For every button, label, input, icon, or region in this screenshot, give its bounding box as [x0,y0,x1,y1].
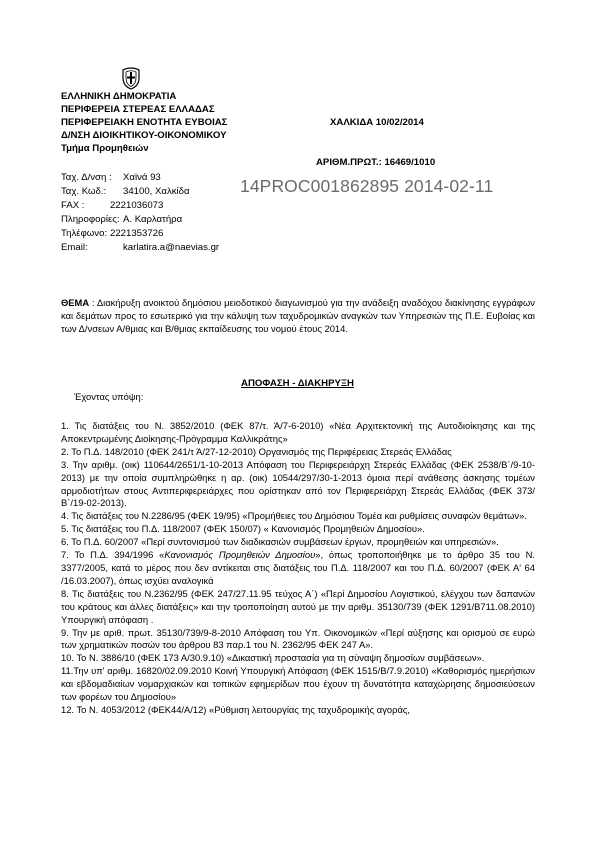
contact-label: Ταχ. Δ/νση : [61,172,112,183]
contact-row [61,228,164,239]
protocol-number: ΑΡΙΘΜ.ΠΡΩΤ.: 16469/1010 [316,157,436,168]
having-in-view: Έχοντας υπόψη: [74,391,144,402]
place-date: ΧΑΛΚΙΔΑ 10/02/2014 [330,117,424,128]
list-item: 10. Το Ν. 3886/10 (ΦΕΚ 173 Α/30.9.10) «Δικαστική προστασία για τη σύναψη δημοσίων συμβάσεων». [61,652,485,664]
contact-row [61,200,164,211]
contact-label: Τηλέφωνο: [61,228,108,239]
contact-row [61,214,183,225]
list-item: 9. Την με αριθ. πρωτ. 35130/739/9-8-2010 Απόφαση του Υπ. Οικονομικών «Περί αύξησης και ορισμού σε ευρώ των χρηματικών ποσών του άρθρου 83 παρ.1 του Ν. 2362/95 ΦΕΚ 247 Α». [61,626,535,651]
list-item: 7. Το Π.Δ. 394/1996 «Κανονισμός Προμηθειών Δημοσίου», όπως τροποποιήθηκε με το άρθρο 35 του Ν. 3377/2005, κατά το μέρος που δεν αντίκειται στις διατάξεις του Π.Δ. 118/2007 και του Π.Δ. 60/2007 (ΦΕΚ Α' 64 /16.03.2007), όπως ισχύει αναλογικά [61,549,535,586]
header-line: Τμήμα Προμηθειών [61,143,149,154]
header-line: ΠΕΡΙΦΕΡΕΙΑΚΗ ΕΝΟΤΗΤΑ ΕΥΒΟΙΑΣ [61,117,228,128]
contact-email-link[interactable]: karlatira.a@naevias.gr [123,242,220,253]
list-item: 12. Το Ν. 4053/2012 (ΦΕΚ44/Α/12) «Ρύθμιση λειτουργίας της ταχυδρομικής αγοράς, [61,703,410,715]
decision-title: ΑΠΟΦΑΣΗ - ΔΙΑΚΗΡΥΞΗ [241,378,354,389]
subject-label: ΘΕΜΑ [61,297,90,308]
subject-paragraph [61,296,535,336]
header-line: ΕΛΛΗΝΙΚΗ ΔΗΜΟΚΡΑΤΙΑ [61,91,177,102]
list-item: 2. Το Π.Δ. 148/2010 (ΦΕΚ 241/τ Ά/27-12-2010) Οργανισμός της Περιφέρειας Στερεάς Ελλάδας [61,445,452,457]
header-line: ΠΕΡΙΦΕΡΕΙΑ ΣΤΕΡΕΑΣ ΕΛΛΑΔΑΣ [61,104,215,115]
contact-label: FAX : [61,200,85,211]
contact-value: Α. Καρλατήρα [123,214,183,225]
list-item: 4. Τις διατάξεις του Ν.2286/95 (ΦΕΚ 19/95) «Προμήθειες του Δημόσιου Τομέα και ρυθμίσεις συναφών θεμάτων». [61,510,527,522]
list-item: 5. Τις διατάξεις του Π.Δ. 118/2007 (ΦΕΚ 150/07) « Κανονισμός Προμηθειών Δημοσίου». [61,523,425,535]
list-item: 11.Την υπ' αριθμ. 16820/02.09.2010 Κοινή Υπουργική Απόφαση (ΦΕΚ 1515/Β/7.9.2010) «Καθορισμός ημερήσιων και εβδομαδιαίων νομαρχιακών και τοπικών εφημερίδων που έχουν τη δυνατότητα καταχώρησης δημοσιεύσεων των φορέων του Δημοσίου» [61,665,535,703]
contact-label: Email: [61,242,88,253]
contact-label: Ταχ. Κωδ.: [61,186,107,197]
subject-text: : Διακήρυξη ανοικτού δημόσιου μειοδοτικού διαγωνισμού για την ανάδειξη αναδόχου διακίνησης εγγράφων και δεμάτων προς το εσωτερικό για την κάλυψη των ταχυδρομικών αναγκών των Υπηρεσιών της Π.Ε. Ευβοίας και των Δ/νσεων Α/θμιας και Β/θμιας εκπαίδευσης του νομού έτους 2014. [61,297,535,335]
contact-value: Χαϊνά 93 [123,172,161,183]
considerations-list [61,420,535,717]
list-item: 3. Την αριθμ. (οικ) 110644/2651/1-10-2013 Απόφαση του Περιφερειάρχη Στερεάς Ελλάδας (ΦΕΚ 2538/Β΄/9-10-2013) με την οποία συμπληρώθηκε η αρ. (οικ) 10544/297/30-1-2013 όμοια περί ανάθεσης άσκησης τομέων αρμοδιοτήτων στους Αντιπεριφερειάρχες που ορίστηκαν από τον Περιφερειάρχη Στερεάς Ελλάδας (ΦΕΚ 373/Β΄/19-02-2013). [61,458,535,509]
greek-emblem-icon [120,66,142,90]
contact-row [61,172,161,183]
list-item: 6. Το Π.Δ. 60/2007 «Περί συντονισμού των διαδικασιών συμβάσεων έργων, προμηθειών και υπηρεσιών». [61,536,499,548]
contact-row [61,186,190,197]
contact-label: Πληροφορίες: [61,214,120,225]
ada-stamp: 14PROC001862895 2014-02-11 [240,176,494,196]
contact-value: 2221353726 [110,228,164,239]
header-line: Δ/ΝΣΗ ΔΙΟΙΚΗΤΙΚΟΥ-ΟΙΚΟΝΟΜΙΚΟΥ [61,130,227,141]
list-item: 8. Τις διατάξεις του Ν.2362/95 (ΦΕΚ 247/27.11.95 τεύχος Α΄) «Περί Δημοσίου Λογιστικού, ελέγχου των δαπανών του κράτους και άλλες διατάξεις» και την τροποποίηση αυτού με την αριθμ. 35130/739 (ΦΕΚ 1291/Β711.08.2010) Υπουργική απόφαση . [61,587,535,625]
list-item: 1. Τις διατάξεις του Ν. 3852/2010 (ΦΕΚ 87/τ. Ά/7-6-2010) «Νέα Αρχιτεκτονική της Αυτοδιοίκησης και της Αποκεντρωμένης Διοίκησης-Πρόγραμμα Καλλικράτης» [61,420,535,444]
contact-row [61,242,220,253]
contact-value: 34100, Χαλκίδα [123,186,190,197]
contact-value: 2221036073 [110,200,164,211]
